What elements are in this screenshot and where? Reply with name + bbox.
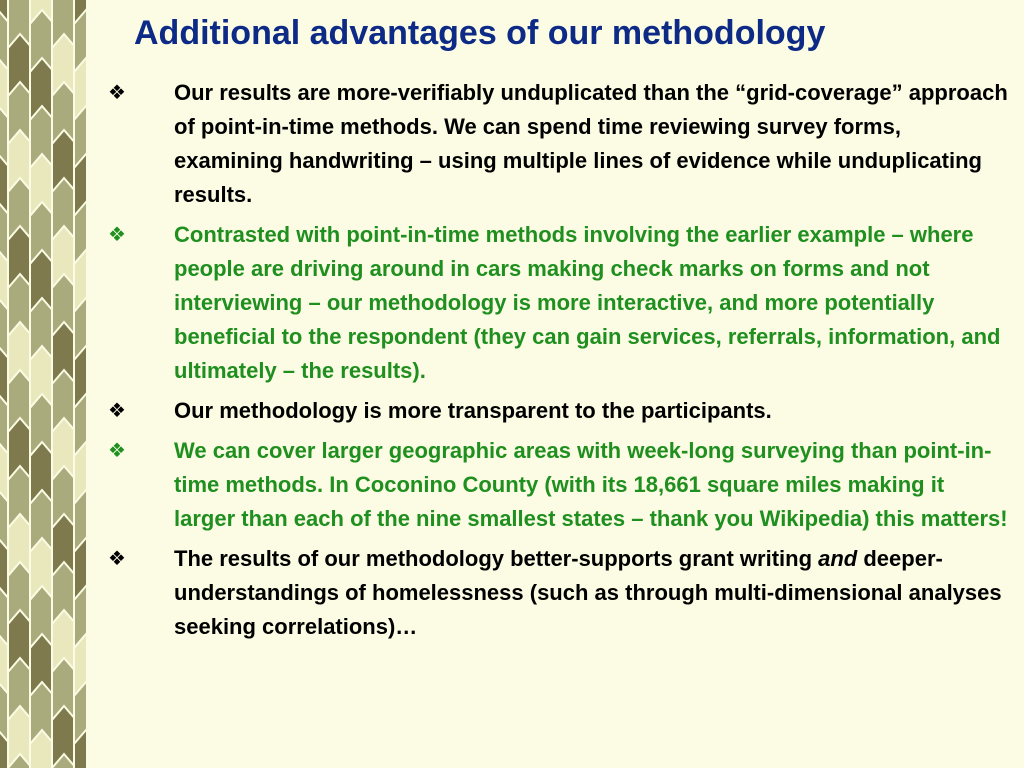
diamond-bullet-icon: ❖ xyxy=(108,440,126,462)
bullet-list xyxy=(104,76,1009,650)
bullet-text: Our results are more-verifiably unduplicated than the “grid-coverage” approach of point-in-time methods. We can spend time reviewing survey forms, examining handwriting – using multiple lines of evidence while unduplicating results. xyxy=(174,80,1008,207)
bullet-text: We can cover larger geographic areas with week-long surveying than point-in-time methods. In Coconino County (with its 18,661 square miles making it larger than each of the nine smallest states – thank you Wikipedia) this matters! xyxy=(174,438,1008,531)
diamond-bullet-icon: ❖ xyxy=(108,400,126,422)
diamond-bullet-icon: ❖ xyxy=(108,224,126,246)
bullet-item-4 xyxy=(104,434,1009,536)
bullet-item-3 xyxy=(104,394,1009,428)
bullet-text: Contrasted with point-in-time methods involving the earlier example – where people are driving around in cars making check marks on forms and not interviewing – our methodology is more interactive, and more potentially beneficial to the respondent (they can gain services, referrals, information, and ultimately – the results). xyxy=(174,222,1001,383)
bullet-item-2 xyxy=(104,218,1009,388)
bullet-item-5 xyxy=(104,542,1009,644)
bullet-text: Our methodology is more transparent to the participants. xyxy=(174,398,772,423)
bullet-text-end: deeper-understandings of homelessness (such as through multi-dimensional analyses seeking correlations)… xyxy=(174,546,1002,639)
diamond-bullet-icon: ❖ xyxy=(108,82,126,104)
diamond-bullet-icon: ❖ xyxy=(108,548,126,570)
bullet-text-emphasis: and xyxy=(818,546,858,571)
slide-title: Additional advantages of our methodology xyxy=(134,14,826,52)
decorative-hexagon-sidebar xyxy=(0,0,86,768)
hexagon-pattern xyxy=(0,0,86,768)
bullet-item-1 xyxy=(104,76,1009,212)
bullet-text-start: The results of our methodology better-supports grant writing xyxy=(174,546,819,571)
